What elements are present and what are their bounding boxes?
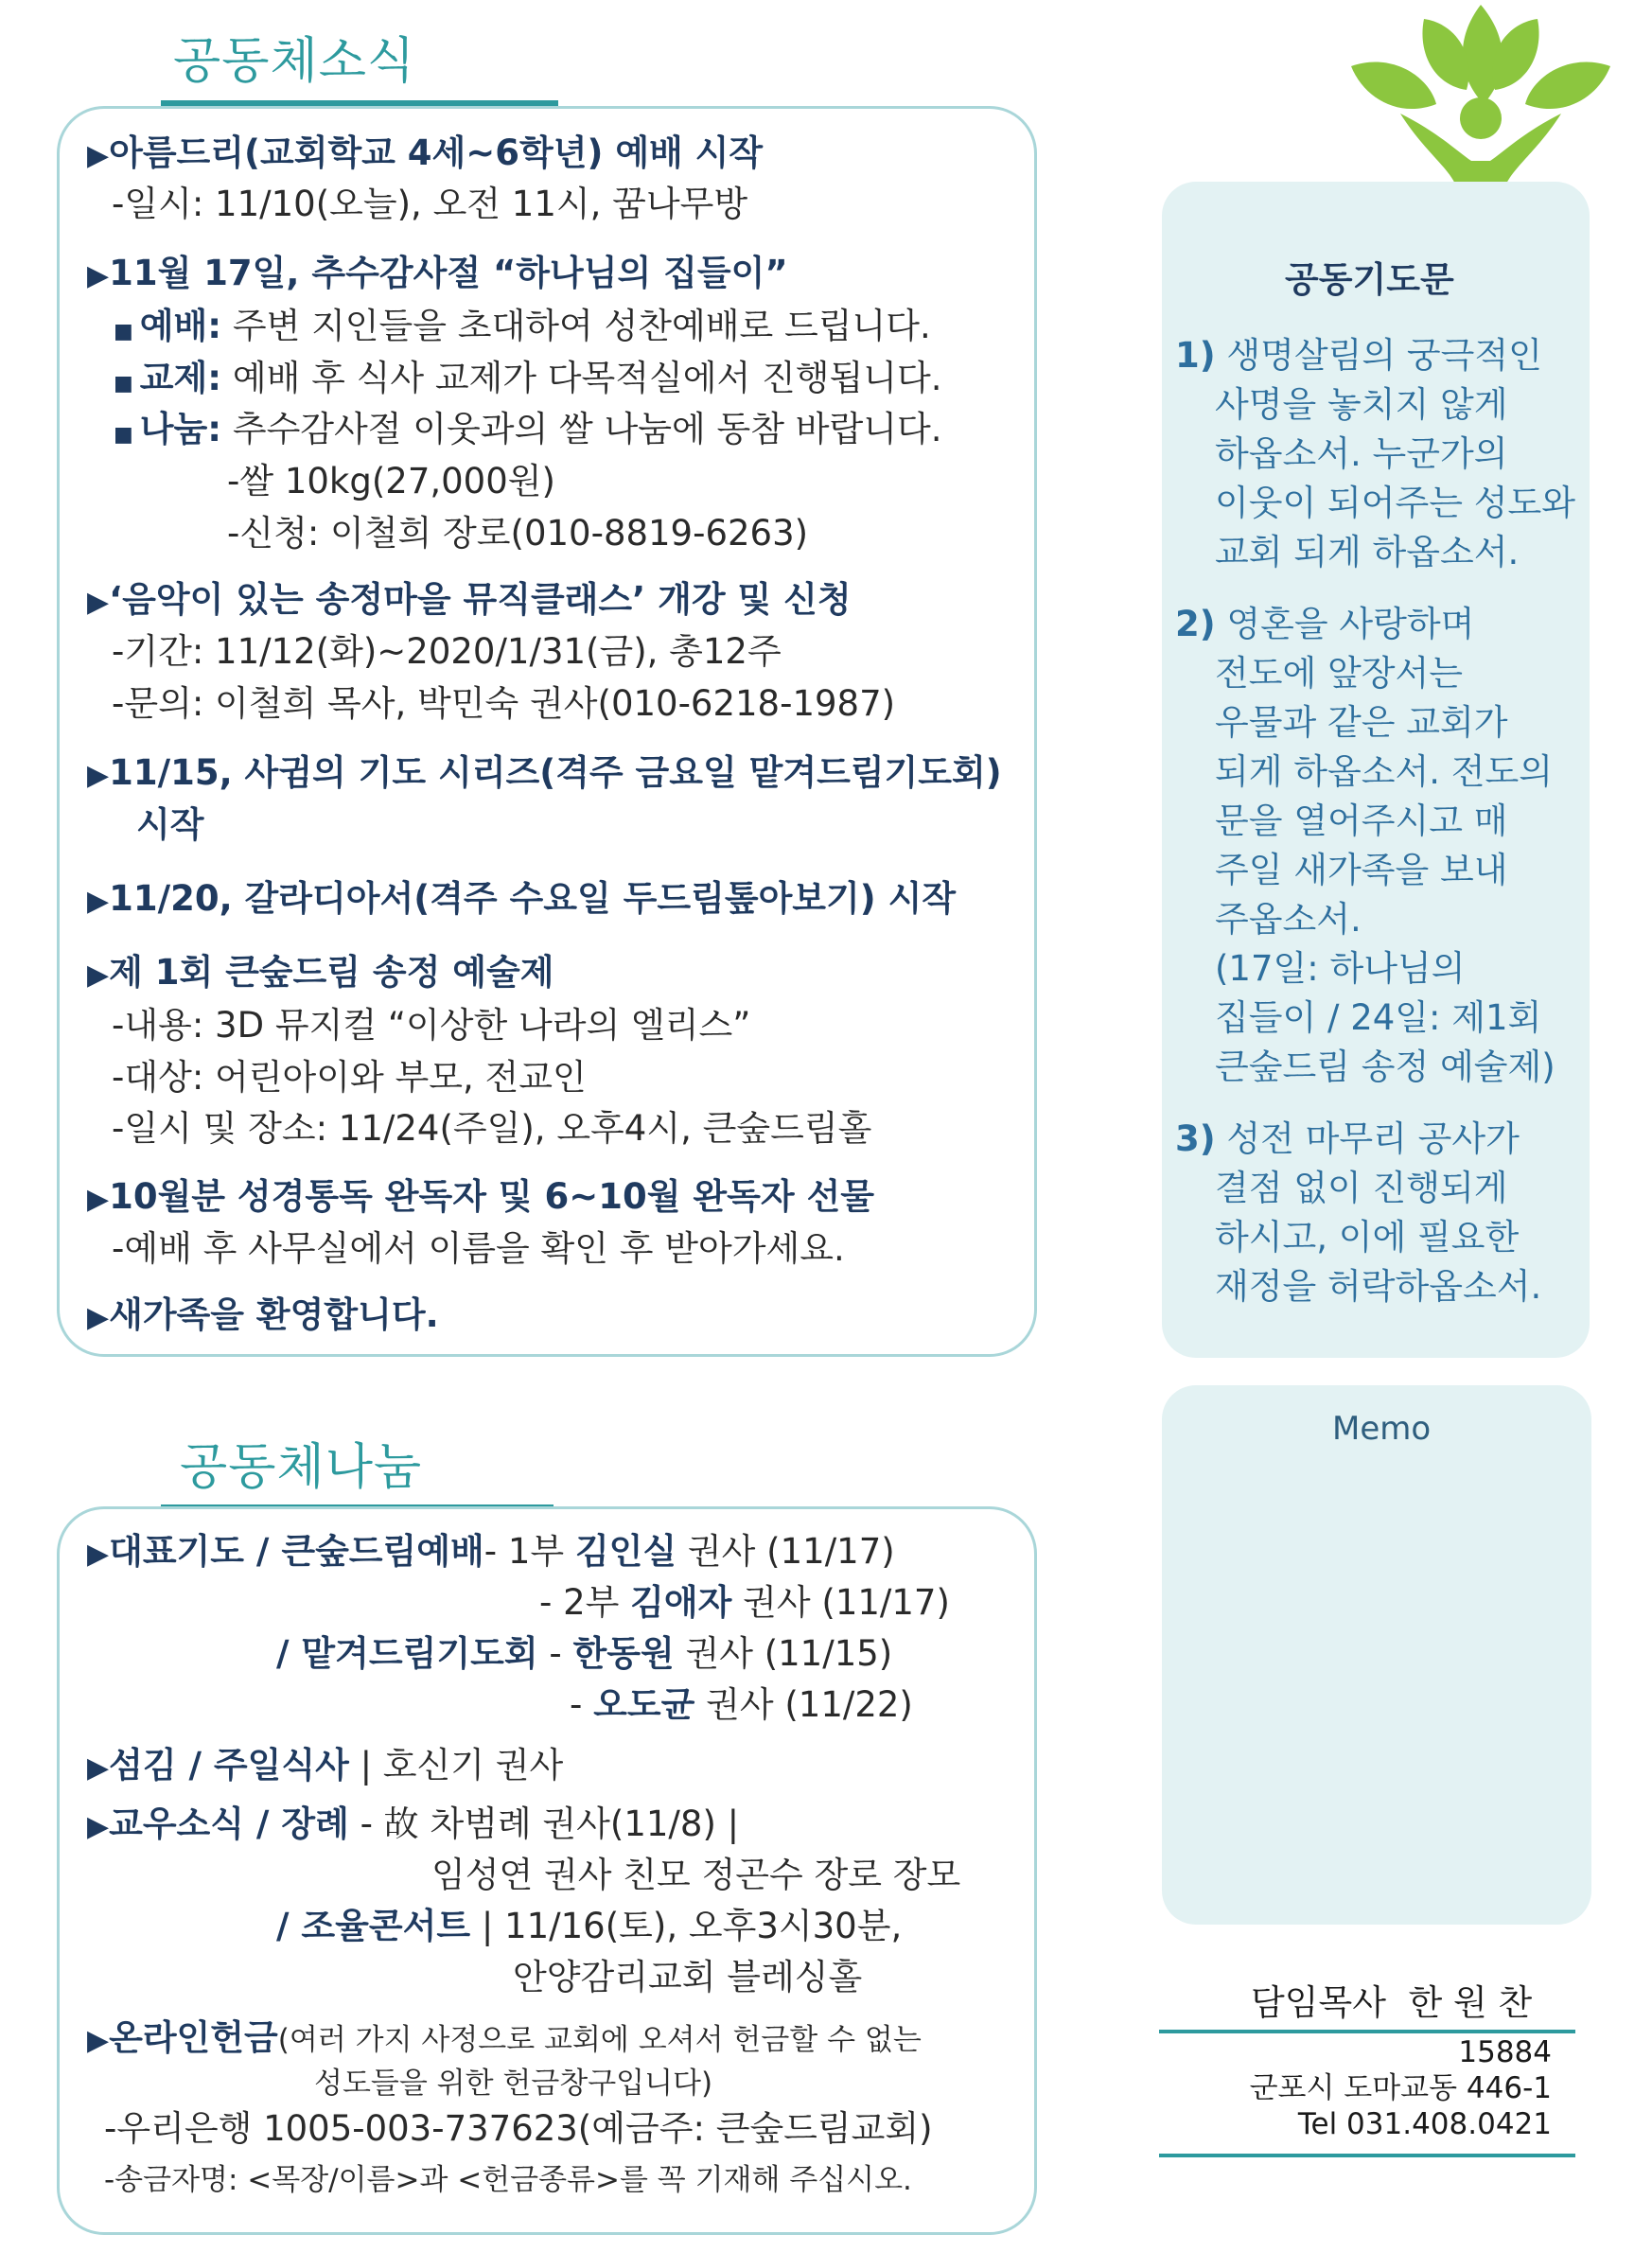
triangle-bullet-icon: ▶ [87,1751,110,1785]
member-news-line-1: ▶교우소식 / 장례 - 故 차범례 권사(11/8) | [87,1803,740,1844]
postal-code: 15884 [1458,2035,1552,2069]
bank-account: -우리은행 1005-003-737623(예금주: 큰숲드림교회) [104,2108,933,2149]
news-item-heading: ▶제 1회 큰숲드림 송정 예술제 [87,952,554,993]
triangle-bullet-icon: ▶ [87,885,110,918]
memo-title: Memo [1332,1410,1432,1448]
telephone: Tel 031.408.0421 [1297,2107,1552,2141]
news-item-heading: ▶11월 17일, 추수감사절 “하나님의 집들이” [87,253,788,293]
triangle-bullet-icon: ▶ [87,2024,110,2057]
news-item-heading: ▶‘음악이 있는 송정마을 뮤직클래스’ 개강 및 신청 [87,579,852,620]
sharing-list [87,1529,1033,2229]
prayer-line: 우물과 같은 교회가 [1215,702,1508,743]
news-item-detail: -일시: 11/10(오늘), 오전 11시, 꿈나무방 [112,184,748,224]
member-news-line-2: 임성연 권사 친모 정곤수 장로 장모 [431,1855,961,1895]
news-item-detail: -기간: 11/12(화)~2020/1/31(금), 총12주 [112,631,782,672]
sender-instruction: -송금자명: <목장/이름>과 <헌금종류>를 꼭 기재해 주십시오. [104,2163,912,2197]
news-item-heading: ▶새가족을 환영합니다. [87,1294,439,1335]
prayer-line: 교회 되게 하옵소서. [1215,532,1520,572]
news-item-detail: -내용: 3D 뮤지컬 “이상한 나라의 엘리스” [112,1005,751,1046]
rep-prayer-line-1: ▶대표기도 / 큰숲드림예배- 1부 김인실 권사 (11/17) [87,1531,895,1572]
news-item-detail: -쌀 10kg(27,000원) [227,461,555,501]
news-item-heading-cont: 시작 [136,804,204,845]
news-item-bullet: ■ 교제: 예배 후 식사 교제가 다목적실에서 진행됩니다. [114,358,942,398]
prayer-line: 결점 없이 진행되게 [1215,1168,1508,1208]
prayer-line: 집들이 / 24일: 제1회 [1215,997,1542,1038]
prayer-line: 큰숲드림 송정 예술제) [1215,1047,1555,1087]
triangle-bullet-icon: ▶ [87,139,110,172]
member-news-line-4: 안양감리교회 블레싱홀 [513,1957,863,1997]
square-bullet-icon: ■ [114,320,140,343]
news-item-detail: -신청: 이철희 장로(010-8819-6263) [227,513,809,554]
online-offering-note: 성도들을 위한 헌금창구입니다) [314,2067,713,2101]
news-item-detail: -예배 후 사무실에서 이름을 확인 후 받아가세요. [112,1228,845,1269]
news-item-detail: -문의: 이철희 목사, 박민숙 권사(010-6218-1987) [112,683,896,724]
prayer-line: 하옵소서. 누군가의 [1215,433,1508,474]
rep-prayer-line-3: / 맡겨드림기도회 - 한동원 권사 (11/15) [276,1633,893,1674]
prayer-line: (17일: 하나님의 [1215,948,1466,989]
section-title-news: 공동체소식 [173,33,416,90]
triangle-bullet-icon: ▶ [87,1301,110,1334]
news-item-heading: ▶11/15, 사귐의 기도 시리즈(격주 금요일 맡겨드림기도회) [87,752,1002,793]
footer-divider [1159,2154,1575,2157]
prayer-line: 주옵소서. [1215,899,1362,940]
section-title-sharing: 공동체나눔 [180,1439,423,1496]
prayer-title: 공동기도문 [1285,259,1454,300]
news-item-heading: ▶11/20, 갈라디아서(격주 수요일 두드림톺아보기) 시작 [87,878,957,919]
prayer-line: 재정을 허락하옵소서. [1215,1266,1542,1307]
prayer-line: 사명을 놓치지 않게 [1215,384,1508,425]
footer-divider [1159,2030,1575,2033]
footer-address-block [1159,2034,1552,2142]
triangle-bullet-icon: ▶ [87,586,110,619]
prayer-item-2: 2) 영혼을 사랑하며 [1175,604,1475,644]
prayer-line: 하시고, 이에 필요한 [1215,1217,1520,1258]
member-news-line-3: / 조율콘서트 | 11/16(토), 오후3시30분, [276,1906,903,1946]
news-item-bullet: ■ 나눔: 추수감사절 이웃과의 쌀 나눔에 동참 바랍니다. [114,409,942,449]
prayer-line: 되게 하옵소서. 전도의 [1215,751,1553,792]
news-item-detail: -일시 및 장소: 11/24(주일), 오후4시, 큰숲드림홀 [112,1108,872,1149]
triangle-bullet-icon: ▶ [87,259,110,292]
prayer-line: 주일 새가족을 보내 [1215,850,1508,890]
prayer-item-3: 3) 성전 마무리 공사가 [1175,1118,1520,1159]
square-bullet-icon: ■ [114,423,140,447]
triangle-bullet-icon: ▶ [87,959,110,992]
triangle-bullet-icon: ▶ [87,1810,110,1843]
address: 군포시 도마교동 446-1 [1249,2071,1552,2105]
pastor-name: 담임목사 한 원 찬 [1251,1982,1533,2023]
prayer-line: 이웃이 되어주는 성도와 [1215,483,1575,523]
rep-prayer-line-4: - 오도균 권사 (11/22) [570,1684,913,1725]
news-item-heading: ▶10월분 성경통독 완독자 및 6~10월 완독자 선물 [87,1176,874,1217]
prayer-list [1175,331,1582,1325]
triangle-bullet-icon: ▶ [87,1183,110,1216]
serving-line: ▶섬김 / 주일식사 | 호신기 권사 [87,1745,564,1786]
memo-box[interactable] [1162,1385,1591,1925]
news-item-bullet: ■ 예배: 주변 지인들을 초대하여 성찬예배로 드립니다. [114,306,931,346]
news-list [87,131,1033,1342]
prayer-line: 문을 열어주시고 매 [1215,801,1508,841]
prayer-item-1: 1) 생명살림의 궁극적인 [1175,335,1542,376]
news-item-detail: -대상: 어린아이와 부모, 전교인 [112,1057,587,1098]
news-item-heading: ▶아름드리(교회학교 4세~6학년) 예배 시작 [87,132,764,173]
prayer-line: 전도에 앞장서는 [1215,653,1463,694]
rep-prayer-line-2: - 2부 김애자 권사 (11/17) [539,1582,950,1623]
online-offering-line: ▶온라인헌금(여러 가지 사정으로 교회에 오셔서 헌금할 수 없는 [87,2017,922,2058]
triangle-bullet-icon: ▶ [87,1538,110,1571]
triangle-bullet-icon: ▶ [87,759,110,792]
square-bullet-icon: ■ [114,372,140,396]
